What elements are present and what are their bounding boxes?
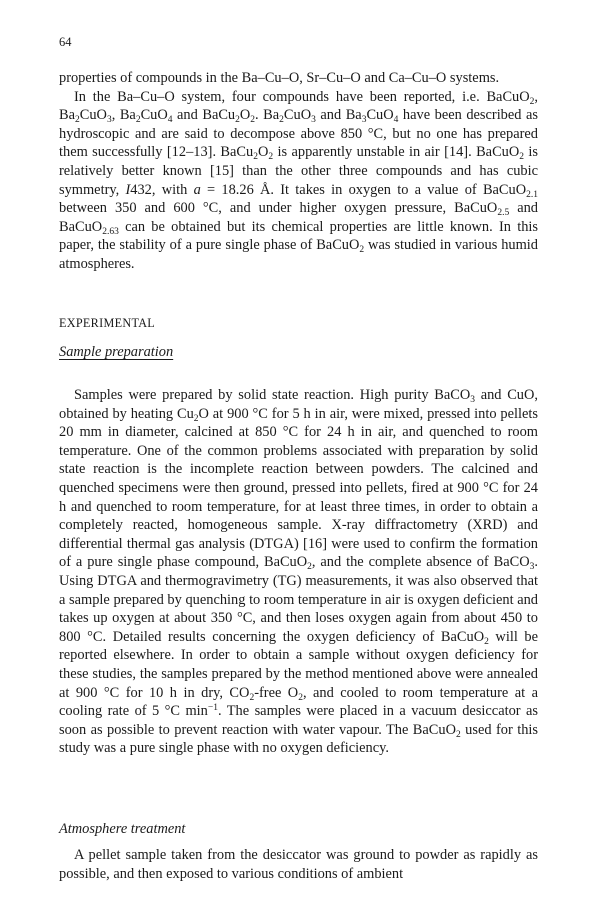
atmosphere-treatment-section [59,846,538,883]
paragraph: In the Ba–Cu–O system, four compounds have been reported, i.e. BaCuO$_2$, $Ba_2CuO_3$, $Ba_2CuO_4$ and $BaCu_2O_2$. $Ba_2CuO_3$ and $Ba_3CuO_4$ have been described as hydroscopic and are said to decompose above 850 °C, but no one has prepared them successfully [12–13]. $BaCu_2O_2$ is apparently unstable in air [14]. BaCuO$_2$ is relatively better known [15] than the other three compounds and has cubic symmetry, I432, with a = 18.26 Å. It takes in oxygen to a value of BaCuO$_{2.1}$ between 350 and 600 °C, and under higher oxygen pressure, BaCuO$_{2.5}$ and BaCuO$_{2.63}$ can be obtained but its chemical properties are little known. In this paper, the stability of a pure single phase of BaCuO$_2$ was studied in various humid atmospheres. [59,88,538,272]
subsection-heading-sample-preparation: Sample preparation [59,344,174,360]
subsection-heading-atmosphere-treatment: Atmosphere treatment [59,821,186,837]
paragraph: Samples were prepared by solid state reaction. High purity BaCO$_3$ and CuO, obtained by heating $Cu_2O$ at 900 °C for 5 h in air, were mixed, pressed into pellets 20 mm in diameter, calcined at 850 °C for 24 h in air, and quenched to room temperature. One of the common problems associated with preparation by solid state reaction is the incomplete reaction between powders. The calcined and quenched specimens were then ground, pressed into pellets, fired at 900 °C for 24 h and quenched to room temperature, for at least three times, in order to obtain a completely reacted, homogeneous sample. X-ray diffractometry (XRD) and differential thermal gas analysis (DTGA) [16] were used to confirm the formation of a pure single phase compound, BaCuO$_2$, and the complete absence of BaCO$_3$. Using DTGA and thermogravimetry (TG) measurements, it was also observed that a sample prepared by quenching to room temperature in air is oxygen deficient and takes up oxygen at about 350 °C, and then loses oxygen again from about 450 to 800 °C. Detailed results concerning the oxygen deficiency of BaCuO$_2$ will be reported elsewhere. In order to obtain a sample without oxygen deficiency for these studies, the samples prepared by the method mentioned above were annealed at 900 °C for 10 h in dry, $CO_2$-free $O_2$, and cooled to room temperature at a cooling rate of 5 °C $\min^{-1}$. The samples were placed in a vacuum desiccator as soon as possible to prevent reaction with water vapour. The BaCuO$_2$ used for this study was a pure single phase with no oxygen deficiency. [59,387,538,757]
page-number: 64 [59,35,72,49]
section-heading-experimental: EXPERIMENTAL [59,316,156,330]
paragraph: A pellet sample taken from the desiccator was ground to powder as rapidly as possible, and then exposed to various conditions of ambient [59,847,538,882]
paragraph: properties of compounds in the Ba–Cu–O, Sr–Cu–O and Ca–Cu–O systems. [59,70,500,86]
intro-section [59,69,538,274]
sample-preparation-section [59,386,538,758]
